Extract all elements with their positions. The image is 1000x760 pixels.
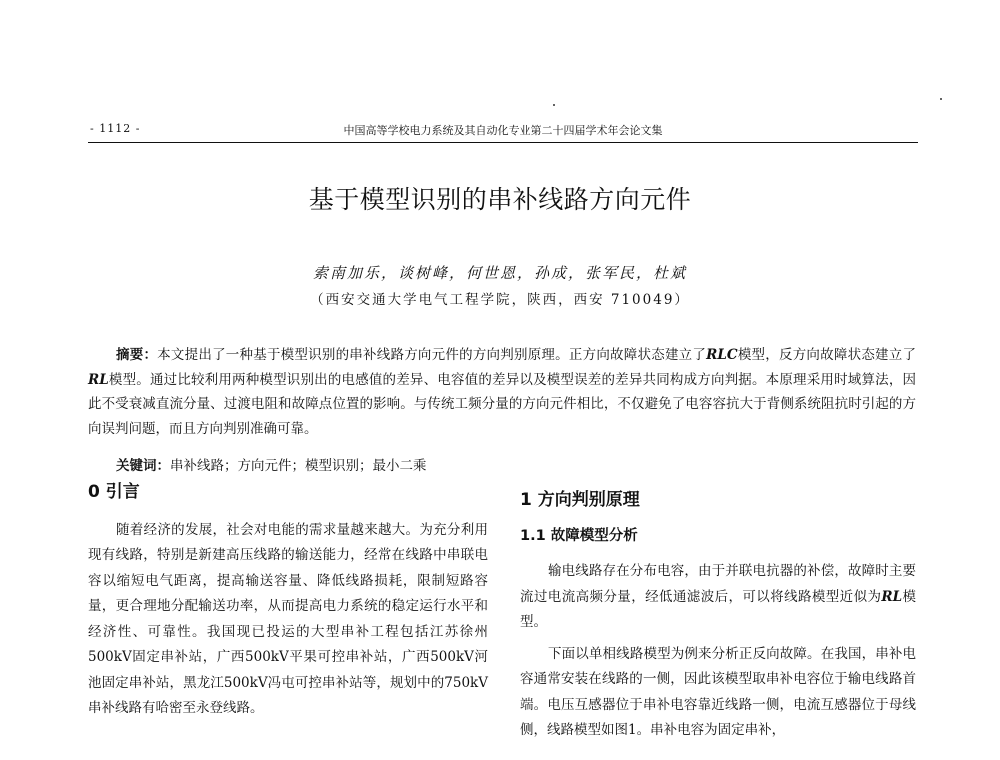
abstract-text: 模型。通过比较利用两种模型识别出的电感值的差异、电容值的差异以及模型误差的差异共同构成方向判据。本原理采用时域算法，因此不受衰减直流分量、过渡电阻和故障点位置的影响。与传统工频分量的方向元件相比，不仅避免了电容容抗大于背侧系统阻抗时引起的方向误判问题，而且方向判别准确可靠。	[88, 371, 916, 437]
abstract-rlc: RLC	[706, 347, 738, 363]
subsection-heading-fault-model: 1.1 故障模型分析	[520, 527, 638, 544]
abstract	[88, 343, 916, 441]
affiliation: （西安交通大学电气工程学院，陕西，西安 710049）	[310, 292, 690, 308]
abstract-text: 模型，反方向故障状态建立了	[737, 347, 917, 363]
section-heading-principle: 1 方向判别原理	[520, 490, 640, 510]
abstract-text: 本文提出了一种基于模型识别的串补线路方向元件的方向判别原理。正方向故障状态建立了	[157, 347, 707, 363]
paragraph-text: 下面以单相线路模型为例来分析正反向故障。在我国，串补电容通常安装在线路的一侧，因此该模型取串补电容位于输电线路首端。电压互感器位于串补电容靠近线路一侧，电流互感器位于母线侧，线路模型如图1。串补电容为固定	[520, 645, 916, 738]
paper-title: 基于模型识别的串补线路方向元件	[308, 185, 692, 214]
paragraph-text: 模型。	[520, 588, 917, 630]
rl-model-term: RL	[881, 588, 903, 605]
journal-title: 中国高等学校电力系统及其自动化专业第二十四届学术年会论文集	[343, 124, 663, 137]
abstract-label: 摘要：	[116, 347, 158, 363]
scan-speck	[940, 98, 942, 100]
section-heading-introduction: 0 引言	[88, 482, 140, 502]
abstract-rl: RL	[88, 371, 109, 388]
paragraph-text: 串补，	[744, 722, 786, 738]
author-list: 索南加乐，谈树峰，何世恩，孙成，张军民，杜斌	[312, 264, 687, 282]
page-number: - 1112 -	[90, 122, 141, 135]
fault-analysis-paragraph	[520, 642, 916, 744]
fault-model-paragraph	[520, 559, 916, 636]
paragraph-text: 输电线路存在分布电容，由于并联电抗器的补偿，故障时主要流过电流高频分量，经低通滤波后，可以将线路模型近似为	[520, 563, 916, 605]
left-column	[88, 480, 488, 722]
keywords-label: 关键词：	[116, 458, 170, 474]
scan-speck	[553, 104, 555, 106]
introduction-paragraph: 随着经济的发展，社会对电能的需求量越来越大。为充分利用现有线路，特别是新建高压线路的输送能力，经常在线路中串联电容以缩短电气距离，提高输送容量、降低线路损耗，限制短路容量，更合理地分配输送功率，从而提高电力系统的稳定运行水平和经济性、可靠性。我国现已投运的大型串补工程包括江苏徐州500kV固定串补站，广西500kV平果可控串补站，广西500kV河池固定串补站，黑龙江500kV冯屯可控串补站等，规划中的750kV串补线路有哈密至永登线路。	[88, 521, 488, 716]
keywords	[116, 454, 427, 474]
running-header	[88, 118, 918, 143]
right-column	[520, 480, 916, 744]
keywords-text: 串补线路；方向元件；模型识别；最小二乘	[170, 458, 427, 474]
